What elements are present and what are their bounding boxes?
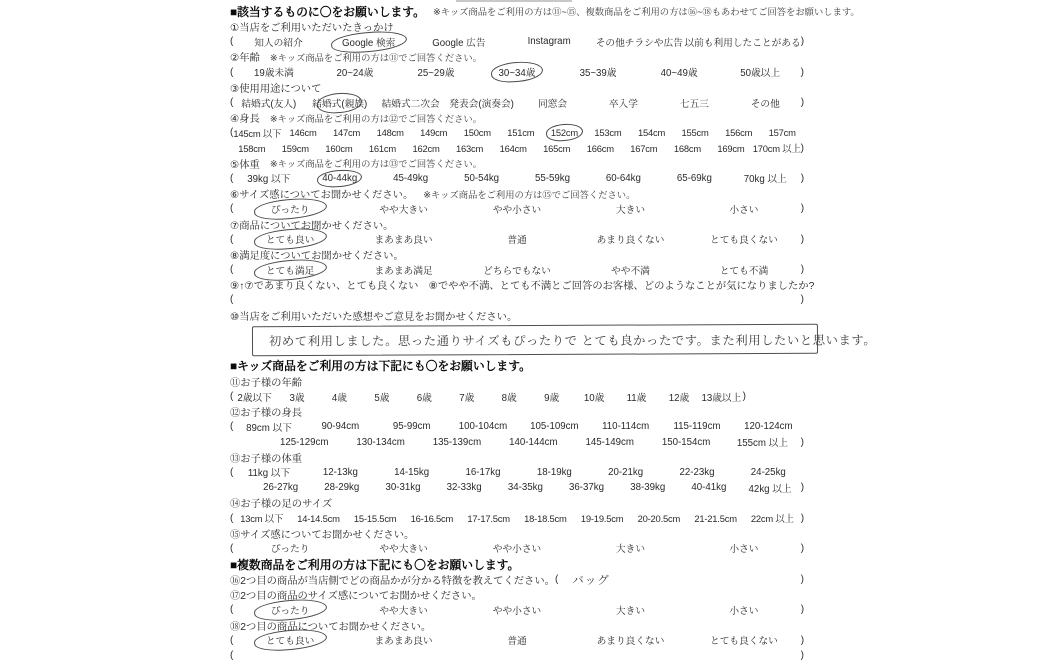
close-bracket: ) — [800, 294, 804, 306]
q12-options-line1 — [230, 419, 804, 434]
option: 157cm — [768, 127, 796, 139]
open-bracket: ( — [230, 604, 234, 616]
question-label: ⑰2つ目の商品のサイズ感についてお聞かせください。 — [230, 591, 482, 603]
option: 卒入学 — [608, 98, 638, 110]
open-bracket: ( — [230, 294, 234, 306]
option: あまり良くない — [596, 636, 665, 648]
open-bracket: ( — [230, 466, 234, 478]
question-label: ⑫お子様の身長 — [230, 408, 303, 420]
question-note: ※キッズ商品をご利用の方は⑪でご回答ください。 — [269, 52, 482, 63]
option: 3歳 — [289, 392, 305, 404]
option: 18-19kg — [536, 466, 572, 478]
option: 24-25kg — [750, 466, 786, 478]
close-bracket: ) — [800, 203, 805, 215]
option: 150cm — [463, 127, 491, 139]
question-note: ※キッズ商品をご利用の方は⑬でご回答ください。 — [269, 159, 482, 170]
option: 21-21.5cm — [694, 512, 737, 524]
option: 42kg 以上 — [748, 483, 792, 495]
option: 90-94cm — [321, 421, 360, 433]
question-note: ※キッズ商品をご利用の方は⑮でご回答ください。 — [423, 189, 636, 200]
option: ぴったり — [270, 544, 310, 556]
option: 149cm — [420, 127, 448, 139]
section2-header — [230, 358, 804, 374]
option: 17-17.5cm — [467, 512, 510, 524]
question-label: ⑩当店をご利用いただいた感想やご意見をお聞かせください。 — [230, 311, 518, 323]
option-circled: 40-44kg — [304, 173, 375, 184]
open-bracket: ( — [230, 542, 234, 554]
question-label: ⑤体重 — [230, 159, 260, 171]
option: 30-31kg — [385, 482, 421, 494]
option: 45-49kg — [393, 172, 429, 184]
question-label: ④身長 — [230, 114, 260, 126]
option: 小さい — [729, 605, 759, 617]
option: やや小さい — [492, 204, 542, 216]
option: 35~39歳 — [579, 68, 617, 80]
option: 10歳 — [583, 392, 605, 404]
option: 2歳以下 — [237, 392, 272, 404]
q14-options — [230, 510, 804, 525]
section1-header — [230, 3, 860, 19]
option: とても良くない — [710, 235, 778, 247]
option: 小さい — [729, 204, 759, 216]
option-circled: ぴったり — [233, 603, 346, 617]
option: 39kg 以下 — [247, 174, 291, 186]
option: 160cm — [325, 142, 353, 154]
option: 11歳 — [626, 392, 647, 404]
q13-label-row — [230, 450, 804, 465]
option: 12歳 — [668, 392, 690, 404]
handwritten-comment: 初めて利用しました。思った通りサイズもぴったりで とても良かったです。また利用したいと思います。 — [268, 333, 877, 349]
option: 50歳以上 — [740, 68, 781, 80]
option: 26-27kg — [263, 482, 299, 494]
option: 16-17kg — [465, 466, 501, 478]
close-bracket: ) — [800, 482, 805, 494]
q8-label-row — [230, 247, 804, 262]
option: あまり良くない — [596, 235, 665, 247]
option: 161cm — [368, 142, 397, 154]
q17-label-row — [230, 587, 804, 602]
option: 20~24歳 — [336, 68, 374, 80]
option: 162cm — [412, 142, 440, 154]
option: 151cm — [507, 127, 535, 139]
option-circled: Google 検索 — [324, 35, 414, 49]
option: 155cm — [681, 127, 709, 139]
option: 以前も利用したことがある — [684, 37, 801, 49]
option-circled: とても満足 — [233, 263, 346, 277]
option: 22-23kg — [679, 466, 715, 478]
survey-form — [230, 3, 877, 663]
question-label: ⑥サイズ感についてお聞かせください。 — [230, 190, 414, 202]
q9-answer-row — [230, 292, 804, 307]
option: 167cm — [630, 142, 658, 154]
open-bracket: ( — [230, 127, 234, 139]
q15-label-row — [230, 526, 804, 541]
option: 156cm — [725, 127, 753, 139]
option: 70kg 以上 — [743, 174, 787, 186]
option: 25~29歳 — [417, 68, 455, 80]
section1-title: ■該当するものに〇をお願いします。 — [230, 4, 425, 19]
q5-options — [230, 171, 804, 186]
q3-options — [230, 95, 804, 110]
option: 発表会(演奏会) — [449, 98, 514, 110]
option: まあまあ良い — [374, 235, 433, 247]
q18-options — [230, 633, 804, 648]
question-label: ⑱2つ目の商品についてお聞かせください。 — [230, 621, 432, 633]
option-circled: 152cm — [543, 127, 587, 138]
close-bracket: ) — [800, 97, 805, 109]
option: 15-15.5cm — [353, 512, 397, 524]
option-circled: ぴったり — [233, 202, 346, 216]
option: 147cm — [333, 127, 361, 139]
option: 結婚式(友人) — [241, 98, 297, 110]
option: まあまあ満足 — [374, 265, 433, 277]
close-bracket: ) — [800, 542, 805, 554]
question-label: ①当店をご利用いただいたきっかけ — [230, 23, 394, 35]
q13-options-line1 — [230, 465, 804, 480]
open-bracket: ( — [230, 634, 234, 646]
clipped-bottom-row — [230, 648, 804, 663]
close-bracket: ) — [800, 142, 804, 154]
option: 158cm — [238, 142, 266, 154]
option: その他 — [750, 98, 780, 110]
q6-label-row — [230, 186, 804, 201]
option: 40~49歳 — [660, 68, 698, 80]
option: 普通 — [507, 636, 527, 648]
q4-options-line2 — [230, 141, 804, 156]
open-bracket: ( — [230, 172, 234, 184]
q18-label-row — [230, 618, 804, 633]
close-bracket: ) — [800, 436, 804, 448]
close-bracket: ) — [800, 36, 805, 48]
option: Instagram — [527, 36, 571, 48]
close-bracket: ) — [800, 66, 805, 78]
option: やや小さい — [492, 544, 542, 556]
option: 95-99cm — [392, 421, 431, 433]
option: 148cm — [376, 127, 404, 139]
scan-edge-artifact — [456, 0, 572, 2]
option: 28-29kg — [324, 482, 360, 494]
option: 110-114cm — [602, 421, 650, 433]
option: 168cm — [673, 142, 701, 154]
option: やや不満 — [611, 265, 650, 277]
option: 大きい — [615, 605, 646, 617]
option-circled: とても良い — [233, 232, 346, 246]
close-bracket: ) — [800, 233, 805, 245]
q1-options — [230, 34, 804, 49]
question-label: ⑨↑⑦であまり良くない、とても良くない ⑧でやや不満、とても不満とご回答のお客様、どのようなことが気になりましたか? — [230, 281, 815, 293]
option: とても良くない — [710, 636, 778, 648]
option: 155cm 以上 — [736, 438, 789, 450]
option: やや大きい — [379, 204, 428, 216]
q7-label-row — [230, 216, 804, 231]
close-bracket: ) — [742, 391, 746, 403]
option: 19歳未満 — [253, 68, 294, 80]
option: 8歳 — [501, 392, 517, 404]
option: その他チラシや広告 — [595, 37, 683, 49]
option: 125-129cm — [279, 436, 329, 448]
option: 14-15kg — [394, 466, 430, 478]
section3-header — [230, 556, 804, 572]
open-bracket: ( — [230, 512, 234, 524]
option-circled: 30~34歳 — [476, 65, 557, 79]
option: 36-37kg — [569, 482, 605, 494]
option: 145-149cm — [585, 436, 634, 448]
option: 12-13kg — [322, 466, 358, 478]
option: 16-16.5cm — [410, 512, 454, 524]
q11-options — [230, 389, 746, 404]
option: 小さい — [729, 544, 759, 556]
section2-title: ■キッズ商品をご利用の方は下記にも〇をお願いします。 — [230, 359, 531, 374]
q8-options — [230, 262, 804, 277]
option: 159cm — [281, 142, 309, 154]
option: 153cm — [594, 127, 622, 139]
option: 13cm 以下 — [240, 513, 284, 525]
option: 100-104cm — [458, 421, 508, 433]
option: 140-144cm — [509, 436, 558, 448]
option: 170cm 以上 — [752, 143, 801, 155]
q2-label-row — [230, 49, 804, 64]
option: 同窓会 — [537, 98, 568, 110]
option: 20-21kg — [608, 466, 644, 478]
option: やや小さい — [492, 605, 542, 617]
open-bracket: ( — [230, 650, 234, 662]
question-label: ⑯2つ目の商品が当店側でどの商品かが分かる特徴を教えてください。 — [230, 576, 555, 588]
close-bracket: ) — [800, 574, 804, 586]
option: やや大きい — [379, 605, 428, 617]
question-label: ⑮サイズ感についてお聞かせください。 — [230, 529, 415, 541]
option: 65-69kg — [676, 172, 712, 184]
option: 7歳 — [459, 392, 475, 404]
close-bracket: ) — [800, 650, 804, 662]
question-label: ②年齢 — [230, 53, 260, 65]
option: 14-14.5cm — [297, 512, 340, 524]
close-bracket: ) — [800, 634, 805, 646]
option: 32-33kg — [446, 482, 482, 494]
open-bracket: ( — [230, 203, 234, 215]
option: 135-139cm — [432, 436, 482, 448]
q3-label-row — [230, 80, 804, 95]
q4-options-line1 — [230, 125, 804, 140]
q4-label-row — [230, 110, 804, 125]
option: 38-39kg — [630, 482, 666, 494]
q2-options — [230, 65, 804, 80]
option: 166cm — [586, 142, 614, 154]
q5-label-row — [230, 156, 804, 171]
option: 9歳 — [544, 392, 560, 404]
option: 大きい — [615, 544, 646, 556]
q16-row — [230, 572, 804, 587]
option: 知人の紹介 — [254, 37, 303, 49]
question-label: ⑧満足度についてお聞かせください。 — [230, 250, 404, 262]
question-label: ③使用用途について — [230, 83, 322, 95]
close-bracket: ) — [800, 172, 805, 184]
option: 13歳以上 — [701, 392, 742, 404]
q12-options-line2 — [230, 435, 804, 450]
close-bracket: ) — [800, 604, 805, 616]
option: 34-35kg — [507, 482, 543, 494]
q14-label-row — [230, 495, 804, 510]
option: Google 広告 — [432, 37, 486, 49]
q12-label-row — [230, 404, 804, 419]
option: 22cm 以上 — [750, 513, 794, 525]
q11-label-row — [230, 374, 804, 389]
open-bracket: ( — [230, 391, 234, 403]
option: やや大きい — [379, 544, 428, 556]
question-label: ⑪お子様の年齢 — [230, 377, 303, 389]
option: 146cm — [289, 127, 317, 139]
option: 150-154cm — [661, 436, 711, 448]
section3-title: ■複数商品をご利用の方は下記にも〇をお願いします。 — [230, 557, 520, 572]
handwritten-comment-box — [252, 324, 877, 356]
q15-options — [230, 541, 804, 556]
close-bracket: ) — [800, 264, 805, 276]
option: 60-64kg — [605, 172, 641, 184]
option: 115-119cm — [673, 421, 721, 433]
option: 6歳 — [416, 392, 432, 404]
open-bracket: ( — [230, 233, 234, 245]
open-bracket: ( — [230, 264, 234, 276]
option: 145cm 以下 — [233, 127, 282, 139]
q6-options — [230, 201, 804, 216]
option: 105-109cm — [530, 421, 579, 433]
option: 結婚式二次会 — [381, 98, 440, 110]
q17-options — [230, 602, 804, 617]
q1-label-row — [230, 19, 804, 34]
question-label: ⑬お子様の体重 — [230, 453, 303, 465]
option: 普通 — [507, 235, 527, 247]
question-note: ※キッズ商品をご利用の方は⑫でご回答ください。 — [269, 113, 482, 124]
q7-options — [230, 232, 804, 247]
option: 19-19.5cm — [580, 512, 624, 524]
option: 120-124cm — [744, 421, 793, 433]
open-bracket: ( — [554, 574, 559, 586]
option: 50-54kg — [464, 172, 500, 184]
option: 18-18.5cm — [524, 512, 567, 524]
q10-label-row — [230, 308, 804, 323]
open-bracket: ( — [230, 421, 234, 433]
option: 5歳 — [374, 392, 390, 404]
option: どちらでもない — [483, 265, 551, 277]
q9-label-row — [230, 277, 815, 293]
option: 55-59kg — [534, 172, 570, 184]
question-label: ⑦商品についてお聞かせください。 — [230, 220, 394, 232]
option: 40-41kg — [691, 482, 727, 494]
option-circled: 結婚式(親族) — [304, 96, 375, 110]
option: 4歳 — [331, 392, 347, 404]
section1-note: ※キッズ商品をご利用の方は⑪~⑮、複数商品をご利用の方は⑯~⑱もあわせてご回答をお願いします。 — [432, 7, 860, 17]
option: 七五三 — [679, 98, 709, 110]
option: 163cm — [456, 142, 484, 154]
open-bracket: ( — [230, 97, 234, 109]
option: とても不満 — [719, 265, 769, 277]
handwritten-answer: バッグ — [572, 574, 610, 587]
open-bracket: ( — [230, 66, 234, 78]
q13-options-line2 — [230, 480, 804, 495]
option: まあまあ良い — [374, 636, 433, 648]
option: 89cm 以下 — [246, 422, 292, 434]
option: 164cm — [499, 142, 527, 154]
option: 20-20.5cm — [637, 512, 681, 524]
close-bracket: ) — [800, 512, 805, 524]
option: 大きい — [615, 204, 646, 216]
option: 154cm — [637, 127, 666, 139]
option: 165cm — [543, 142, 571, 154]
option: 11kg 以下 — [247, 468, 291, 480]
open-bracket: ( — [230, 36, 234, 48]
option: 130-134cm — [356, 436, 405, 448]
option-circled: とても良い — [233, 633, 346, 647]
option: 169cm — [717, 142, 745, 154]
question-label: ⑭お子様の足のサイズ — [230, 499, 333, 511]
